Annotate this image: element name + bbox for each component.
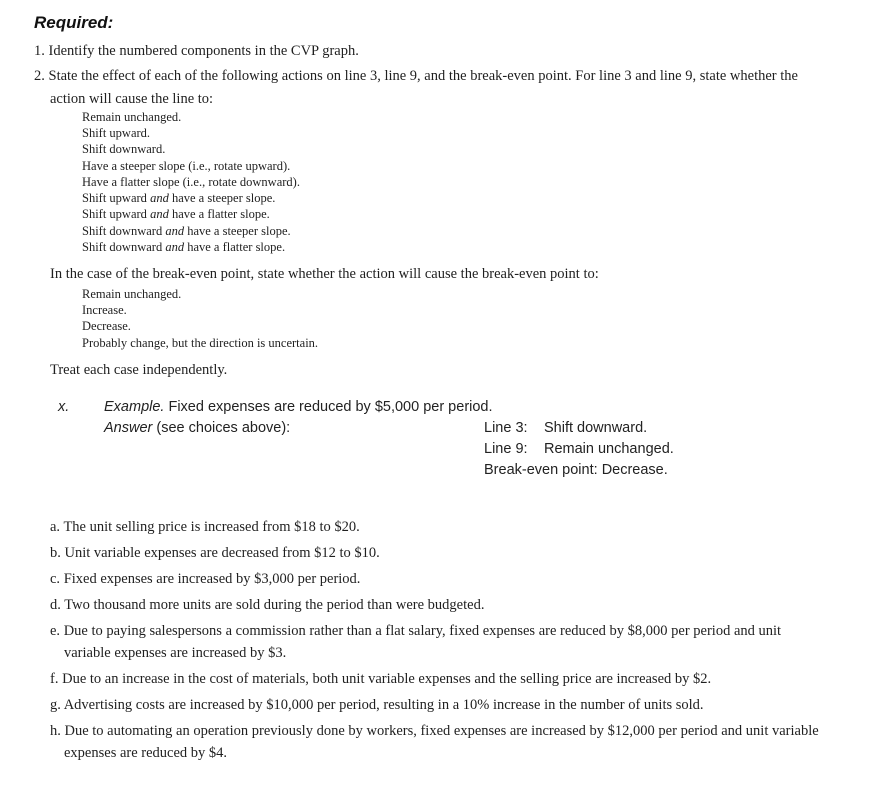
requirement-number: 2. bbox=[34, 68, 45, 84]
case-g: g. Advertising costs are increased by $10,000 per period, resulting in a 10% increase in the number of units sold. bbox=[50, 697, 704, 713]
case-e: e. Due to paying salespersons a commission rather than a flat salary, fixed expenses are reduced by $8,000 per period and unit bbox=[50, 623, 782, 639]
break-even-choice: Remain unchanged. bbox=[82, 287, 182, 301]
requirement-text: State the effect of each of the following actions on line 3, line 9, and the break-even point. For line 3 and line 9, state whether the bbox=[48, 68, 798, 84]
break-even-intro: In the case of the break-even point, state whether the action will cause the break-even point to: bbox=[50, 266, 599, 282]
requirement-number: 1. bbox=[34, 43, 45, 59]
line-choice: Shift upward and have a flatter slope. bbox=[82, 207, 270, 221]
treat-note: Treat each case independently. bbox=[50, 362, 228, 378]
requirement-2-continued: action will cause the line to: bbox=[50, 91, 214, 107]
line-choice: Have a steeper slope (i.e., rotate upward). bbox=[82, 159, 291, 173]
example-line-9: Line 9: Remain unchanged. bbox=[484, 441, 674, 457]
line-choice: Shift upward and have a steeper slope. bbox=[82, 191, 276, 205]
line-choice: Shift downward. bbox=[82, 142, 166, 156]
break-even-choice: Decrease. bbox=[82, 319, 131, 333]
case-f: f. Due to an increase in the cost of materials, both unit variable expenses and the selling price are increased by $2. bbox=[50, 671, 712, 687]
example-break-even: Break-even point: Decrease. bbox=[484, 462, 668, 478]
break-even-choice: Increase. bbox=[82, 303, 127, 317]
example-line-3: Line 3: Shift downward. bbox=[484, 420, 648, 436]
case-e-continued: variable expenses are increased by $3. bbox=[64, 645, 287, 661]
line-choice: Shift downward and have a steeper slope. bbox=[82, 224, 291, 238]
requirement-text: Identify the numbered components in the CVP graph. bbox=[48, 43, 359, 59]
requirement-1 bbox=[34, 43, 359, 60]
case-h-continued: expenses are reduced by $4. bbox=[64, 745, 228, 761]
case-b: b. Unit variable expenses are decreased from $12 to $10. bbox=[50, 545, 380, 561]
required-heading: Required: bbox=[34, 13, 114, 32]
case-d: d. Two thousand more units are sold during the period than were budgeted. bbox=[50, 597, 485, 613]
requirement-2 bbox=[34, 68, 798, 85]
example-marker: x. bbox=[58, 399, 70, 415]
case-h: h. Due to automating an operation previously done by workers, fixed expenses are increased by $12,000 per period and unit variable bbox=[50, 723, 819, 739]
line-choice: Have a flatter slope (i.e., rotate downward). bbox=[82, 175, 300, 189]
case-a: a. The unit selling price is increased from $18 to $20. bbox=[50, 519, 360, 535]
line-choice: Shift upward. bbox=[82, 126, 151, 140]
line-choice: Shift downward and have a flatter slope. bbox=[82, 240, 286, 254]
break-even-choice: Probably change, but the direction is uncertain. bbox=[82, 336, 319, 350]
line-choice: Remain unchanged. bbox=[82, 110, 182, 124]
example-answer-label: Answer (see choices above): bbox=[104, 420, 291, 436]
example-text: Example. Fixed expenses are reduced by $5,000 per period. bbox=[104, 399, 493, 415]
case-c: c. Fixed expenses are increased by $3,000 per period. bbox=[50, 571, 361, 587]
